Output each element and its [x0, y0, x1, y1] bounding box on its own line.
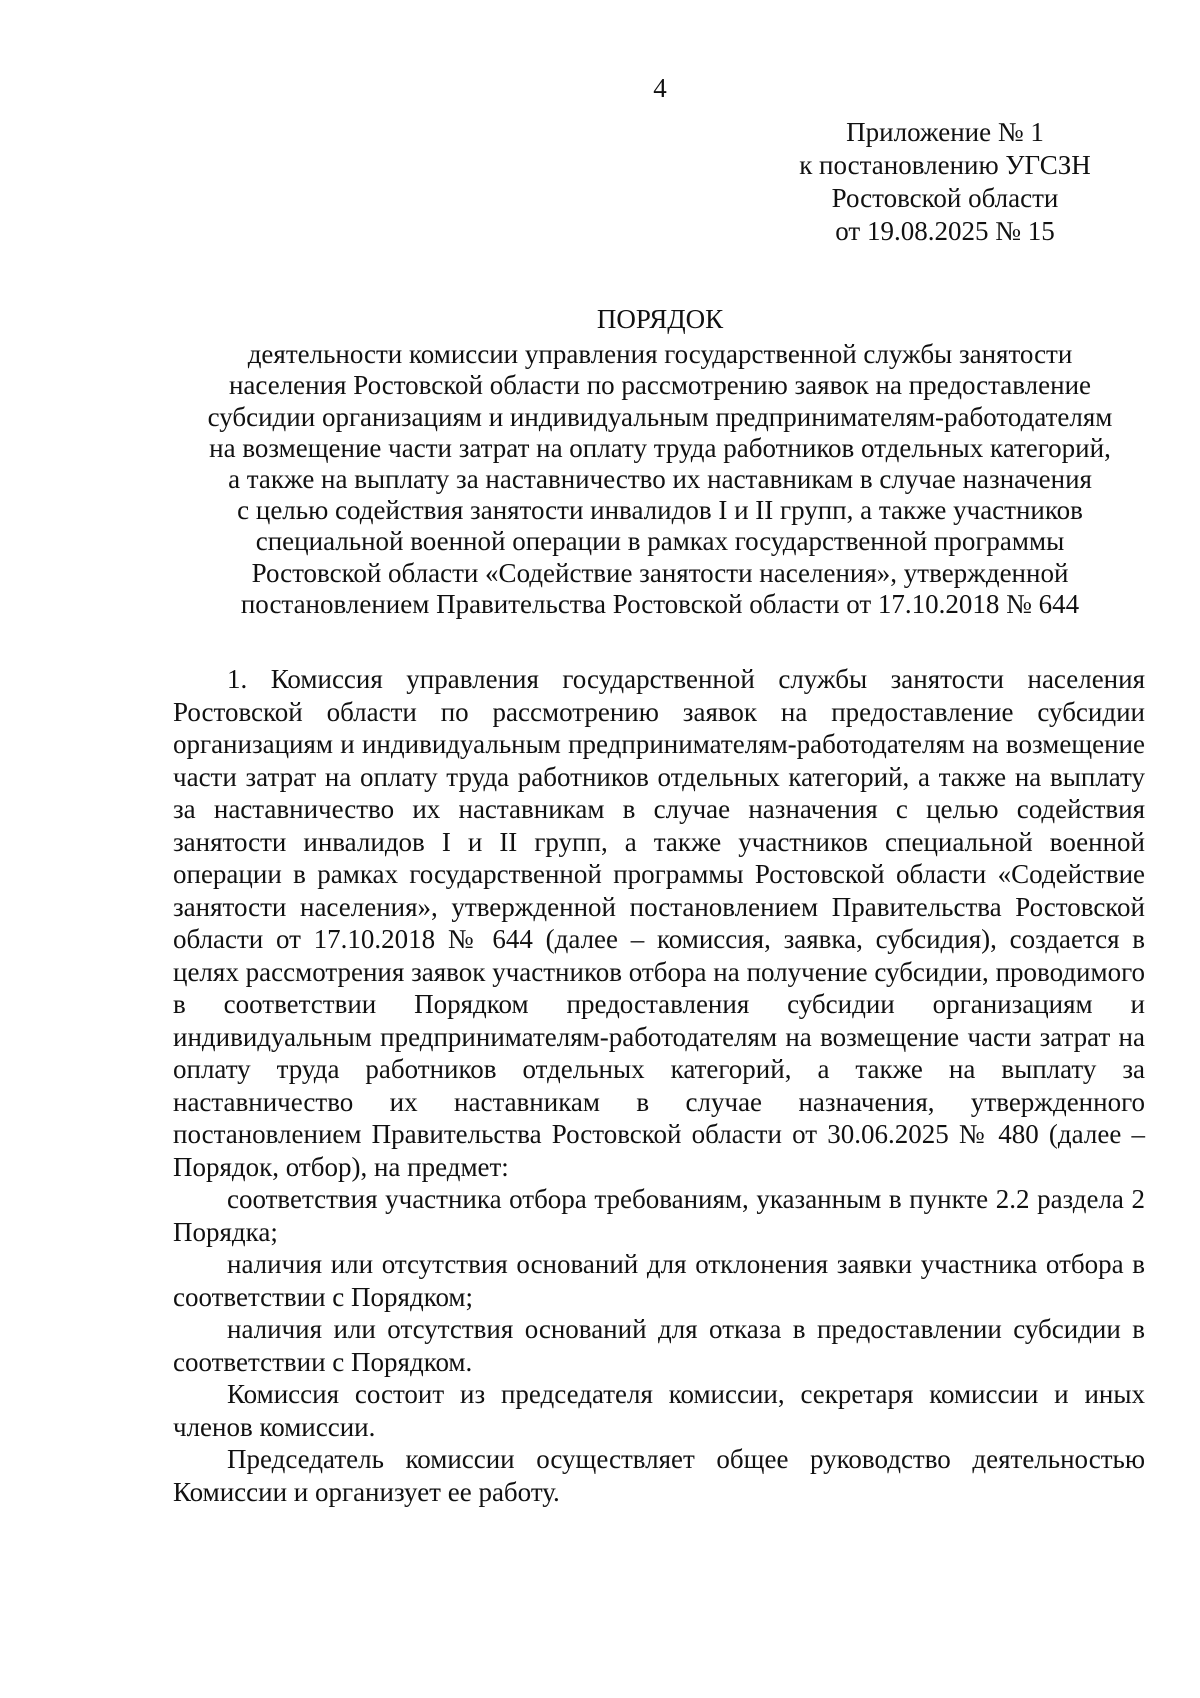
paragraph: Комиссия состоит из председателя комиссии, секретаря комиссии и иных членов комиссии. [173, 1379, 1145, 1442]
document-title: ПОРЯДОК [596, 304, 724, 334]
paragraph: Председатель комиссии осуществляет общее руководство деятельностью Комиссии и организует ее работу. [173, 1444, 1145, 1507]
document-title-block [174, 304, 1146, 620]
subtitle-line: специальной военной операции в рамках государственной программы [255, 526, 1065, 557]
paragraph: наличия или отсутствия оснований для отклонения заявки участника отбора в соответствии с Порядком; [173, 1249, 1145, 1312]
subtitle-line: Ростовской области «Содействие занятости населения», утвержденной [251, 557, 1069, 588]
paragraph: соответствия участника отбора требованиям, указанным в пункте 2.2 раздела 2 Порядка; [173, 1184, 1145, 1247]
subtitle-line: субсидии организациям и индивидуальным предпринимателям-работодателям [207, 401, 1113, 432]
subtitle-line: деятельности комиссии управления государственной службы занятости [247, 339, 1073, 370]
appendix-line: Ростовской области [831, 183, 1059, 213]
appendix-line: Приложение № 1 [846, 117, 1044, 147]
subtitle-line: населения Ростовской области по рассмотрению заявок на предоставление [228, 370, 1092, 401]
subtitle-line: а также на выплату за наставничество их наставникам в случае назначения [228, 464, 1092, 495]
page-number: 4 [653, 73, 667, 103]
subtitle-line: с целью содействия занятости инвалидов I и II групп, а также участников [237, 495, 1083, 526]
appendix-line: к постановлению УГСЗН [799, 150, 1091, 180]
appendix-header [760, 116, 1130, 248]
subtitle-line: на возмещение части затрат на оплату труда работников отдельных категорий, [209, 432, 1111, 463]
paragraph: наличия или отсутствия оснований для отказа в предоставлении субсидии в соответствии с Порядком. [173, 1314, 1145, 1377]
appendix-line: от 19.08.2025 № 15 [835, 216, 1055, 246]
subtitle-line: постановлением Правительства Ростовской области от 17.10.2018 № 644 [240, 588, 1080, 619]
paragraph: 1. Комиссия управления государственной службы занятости населения Ростовской области по рассмотрению заявок на предоставление субсидии организациям и индивидуальным предпринимателям-работодателям на возмещение части затрат на оплату труда работников отдельных категорий, а также на выплату за наставничество их наставникам в случае назначения с целью содействия занятости инвалидов I и II групп, а также участников специальной военной операции в рамках государственной программы Ростовской области «Содействие занятости населения», утвержденной постановлением Правительства Ростовской области от 17.10.2018 № 644 (далее – комиссия, заявка, субсидия), создается в целях рассмотрения заявок участников отбора на получение субсидии, проводимого в соответствии Порядком предоставления субсидии организациям и индивидуальным предпринимателям-работодателям на возмещение части затрат на оплату труда работников отдельных категорий, а также на выплату за наставничество их наставникам в случае назначения, утвержденного постановлением Правительства Ростовской области от 30.06.2025 № 480 (далее – Порядок, отбор), на предмет: [173, 664, 1145, 1182]
document-body [173, 663, 1145, 1508]
